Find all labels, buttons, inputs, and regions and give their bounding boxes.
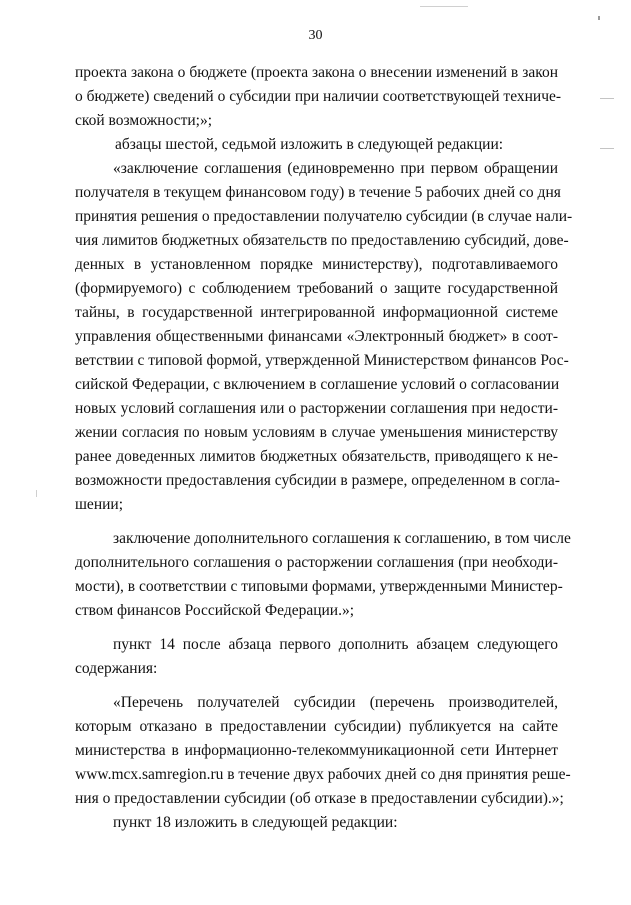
text-line: получателя в текущем финансовом году) в течение 5 рабочих дней со дня: [75, 184, 561, 201]
text-line: ской возможности;»;: [75, 112, 213, 129]
scan-mark: [598, 16, 600, 20]
text-line: ством финансов Российской Федерации.»;: [75, 602, 355, 619]
text-line: ранее доведенных лимитов бюджетных обязательств, приводящего к не-: [75, 448, 558, 465]
text-line: ния о предоставлении субсидии (об отказе в предоставлении субсидии).»;: [75, 790, 564, 807]
scan-mark: [600, 98, 614, 99]
text-line: которым отказано в предоставлении субсидии) публикуется на сайте: [75, 718, 558, 735]
text-line: абзацы шестой, седьмой изложить в следующей редакции:: [115, 136, 504, 153]
text-line: «Перечень получателей субсидии (перечень производителей,: [113, 694, 558, 711]
text-line: министерства в информационно-телекоммуникационной сети Интернет: [75, 742, 558, 759]
text-line: ветствии с типовой формой, утвержденной Министерством финансов Рос-: [75, 352, 569, 369]
text-line: о бюджете) сведений о субсидии при наличии соответствующей техниче-: [75, 88, 562, 105]
text-line: (формируемого) с соблюдением требований о защите государственной: [75, 280, 558, 297]
text-line: мости), в соответствии с типовыми формами, утвержденными Министер-: [75, 578, 563, 595]
text-line: пункт 14 после абзаца первого дополнить абзацем следующего: [113, 636, 558, 653]
text-line: управления общественными финансами «Электронный бюджет» в соот-: [75, 328, 558, 345]
page-number: 30: [308, 28, 323, 43]
text-line: «заключение соглашения (единовременно при первом обращении: [113, 160, 558, 177]
text-line: проекта закона о бюджете (проекта закона о внесении изменений в закон: [75, 64, 558, 81]
text-line: заключение дополнительного соглашения к соглашению, в том числе: [113, 530, 571, 547]
text-line: шении;: [75, 496, 124, 513]
text-line: чия лимитов бюджетных обязательств по предоставлению субсидий, дове-: [75, 232, 569, 249]
text-line: тайны, в государственной интегрированной информационной системе: [75, 304, 558, 321]
text-line: жении согласия по новым условиям в случае уменьшения министерству: [75, 424, 558, 441]
text-line: пункт 18 изложить в следующей редакции:: [113, 814, 398, 831]
scan-mark: [420, 6, 468, 7]
scan-mark: [600, 148, 614, 149]
text-line: www.mcx.samregion.ru в течение двух рабочих дней со дня принятия реше-: [75, 766, 571, 783]
text-line: новых условий соглашения или о расторжении соглашения при недости-: [75, 400, 558, 417]
text-line: сийской Федерации, с включением в соглашение условий о согласовании: [75, 376, 560, 393]
scan-mark: [36, 490, 37, 497]
text-line: возможности предоставления субсидии в размере, определенном в согла-: [75, 472, 560, 489]
text-line: принятия решения о предоставлении получателю субсидии (в случае нали-: [75, 208, 573, 225]
text-line: денных в установленном порядке министерству), подготавливаемого: [75, 256, 558, 273]
text-line: содержания:: [75, 660, 158, 677]
text-line: дополнительного соглашения о расторжении соглашения (при необходи-: [75, 554, 558, 571]
